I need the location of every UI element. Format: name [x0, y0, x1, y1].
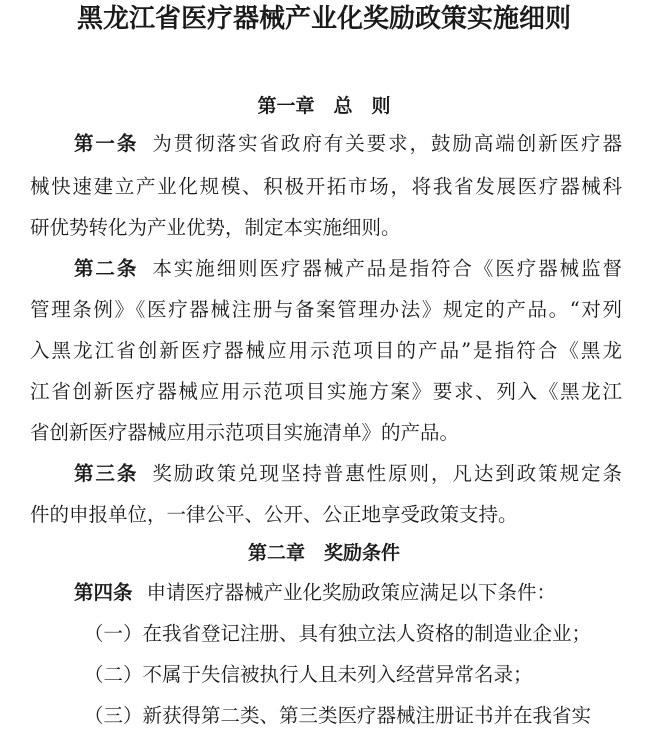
article-4-item-3: （三）新获得第二类、第三类医疗器械注册证书并在我省实 — [84, 704, 592, 727]
article-4-line-1 — [74, 580, 622, 606]
article-2-line-1 — [74, 256, 622, 282]
article-3-line-2: 件的申报单位，一律公平、公开、公正地享受政策支持。 — [30, 503, 518, 526]
article-1-line-3: 研优势转化为产业优势，制定本实施细则。 — [30, 216, 401, 239]
article-1-label: 第一条 — [74, 132, 139, 155]
article-4-item-2: （二）不属于失信被执行人且未列入经营异常名录； — [84, 663, 533, 686]
article-1-text: 为贯彻落实省政府有关要求，鼓励高端创新医疗器 — [152, 132, 622, 155]
article-4-label: 第四条 — [74, 581, 133, 604]
article-2-line-4: 江省创新医疗器械应用示范项目实施方案》要求、列入《黑龙江 — [30, 380, 622, 403]
article-2-line-2: 管理条例》《医疗器械注册与备案管理办法》规定的产品。“对列 — [30, 298, 622, 321]
document-title: 黑龙江省医疗器械产业化奖励政策实施细则 — [76, 4, 571, 34]
article-2-line-5: 省创新医疗器械应用示范项目实施清单》的产品。 — [30, 421, 460, 444]
article-3-line-1 — [74, 461, 622, 487]
article-4-item-1: （一）在我省登记注册、具有独立法人资格的制造业企业； — [84, 622, 592, 645]
article-1-line-2: 械快速建立产业化规模、积极开拓市场，将我省发展医疗器械科 — [30, 175, 622, 198]
article-2-label: 第二条 — [74, 257, 139, 280]
article-3-text: 奖励政策兑现坚持普惠性原则，凡达到政策规定条 — [152, 462, 622, 485]
article-3-label: 第三条 — [74, 462, 139, 485]
article-2-line-3: 入黑龙江省创新医疗器械应用示范项目的产品”是指符合《黑龙 — [30, 339, 622, 362]
article-4-text: 申请医疗器械产业化奖励政策应满足以下条件： — [146, 581, 557, 604]
chapter-1-heading: 第一章 总 则 — [257, 95, 391, 117]
article-2-text: 本实施细则医疗器械产品是指符合《医疗器械监督 — [152, 257, 622, 280]
article-1-line-1 — [74, 131, 622, 157]
chapter-2-heading: 第二章 奖励条件 — [247, 542, 400, 564]
